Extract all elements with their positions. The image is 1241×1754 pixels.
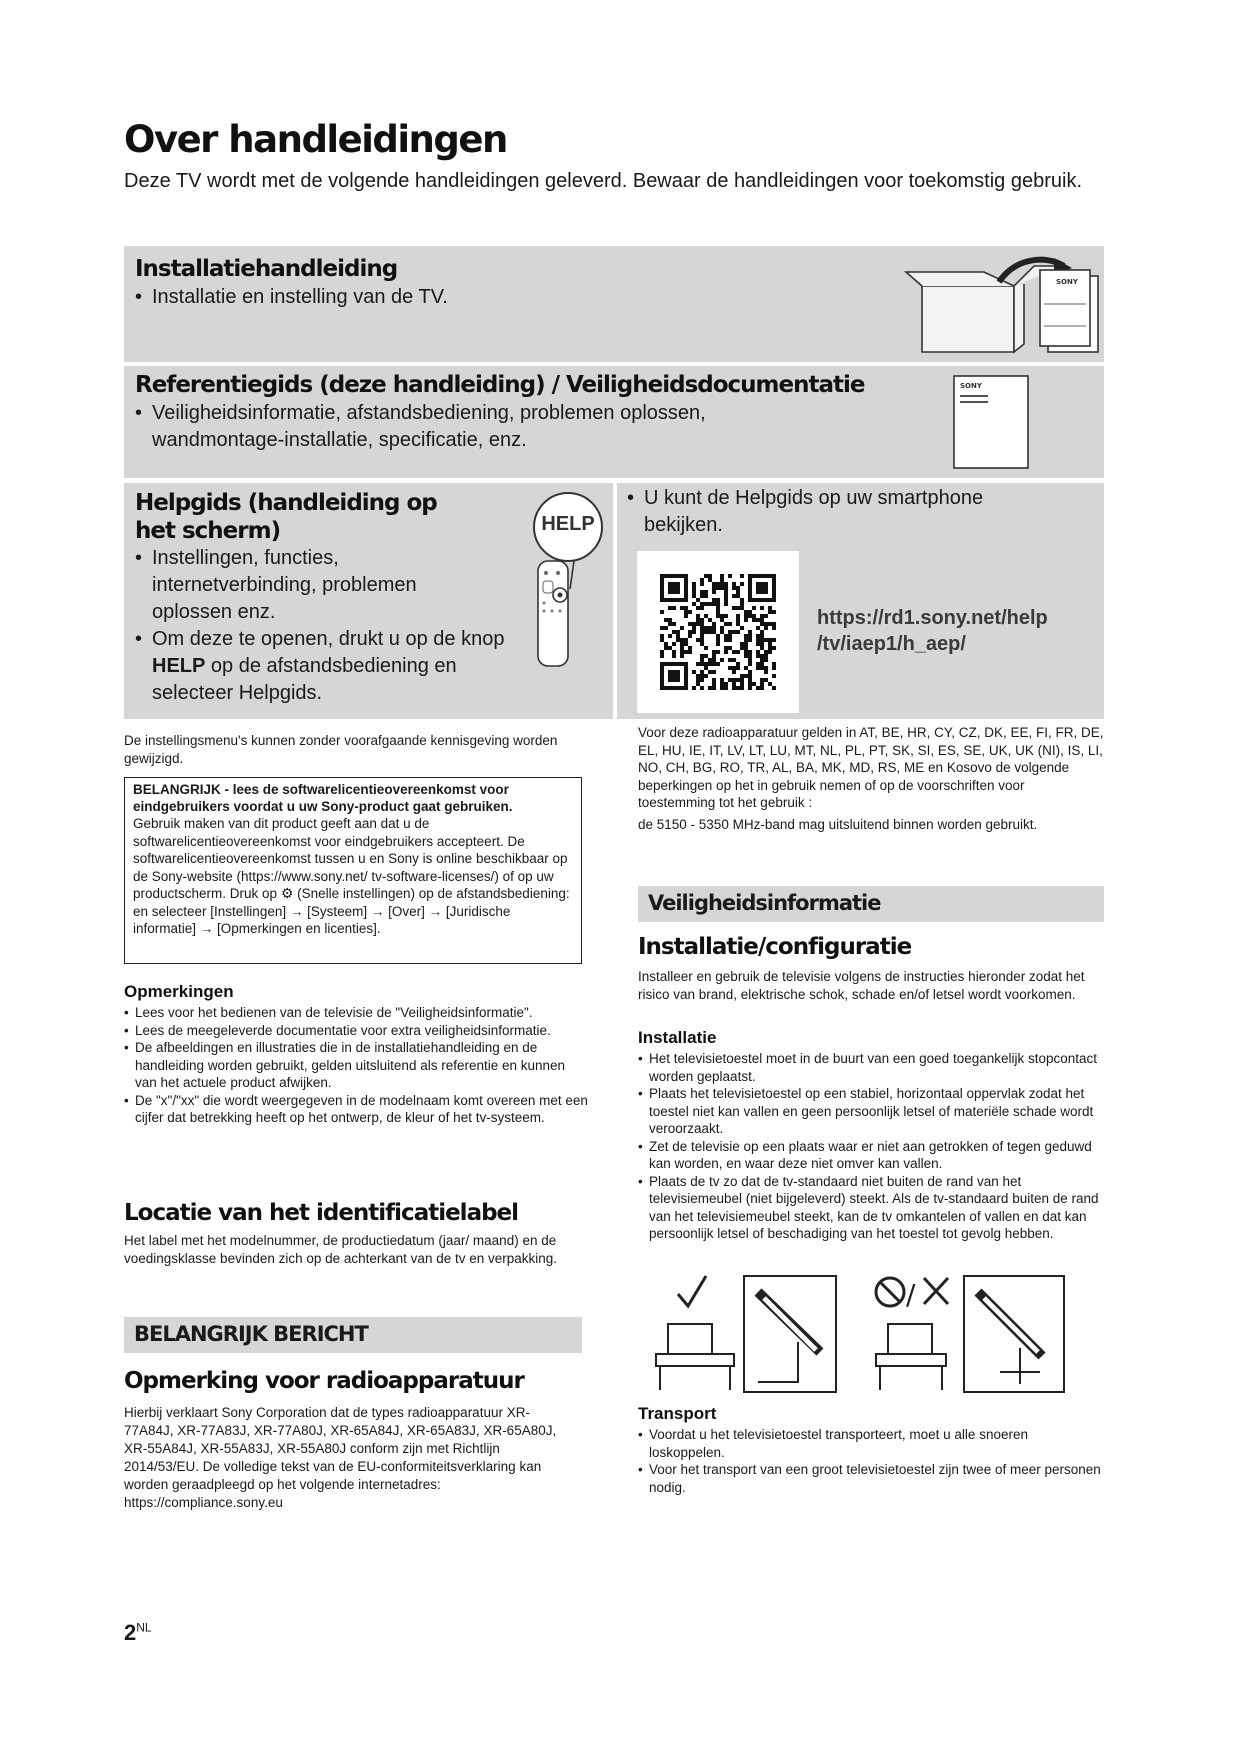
belangrijk-bericht-title: BELANGRIJK BERICHT xyxy=(134,1322,368,1346)
referentie-heading: Referentiegids (deze handleiding) / Veiligheidsdocumentatie xyxy=(135,372,865,398)
radio-text: Hierbij verklaart Sony Corporation dat de types radioapparatuur XR-77A84J, XR-77A83J, XR-77A80J, XR-65A84J, XR-65A83J, XR-65A80J, XR-55A84J, XR-55A83J, XR-55A80J conform zijn met Richtlijn 2014/53/EU. De volledige tekst van de EU-conformiteitsverklaring kan worden geraadpleegd op het volgende internetadres: https://compliance.sony.eu xyxy=(124,1405,557,1510)
settings-note: De instellingsmenu's kunnen zonder voorafgaande kennisgeving worden gewijzigd. xyxy=(124,733,558,766)
belangrijk-license-box xyxy=(124,777,582,964)
veiligheid-bar xyxy=(638,886,1104,922)
list-item: • De afbeeldingen en illustraties die in de installatiehandleiding en de handleiding worden gebruikt, gelden uitsluitend als referentie en kunnen van het actuele product afwijken. xyxy=(124,1039,588,1092)
page-title: Over handleidingen xyxy=(124,118,507,161)
check-icon xyxy=(678,1276,706,1306)
installatie-sub-heading: Installatie xyxy=(638,1028,717,1047)
installatie-config-heading: Installatie/configuratie xyxy=(638,934,912,960)
opmerkingen-list xyxy=(124,1004,588,1127)
helpgids-box xyxy=(124,483,613,719)
help-key-label: HELP xyxy=(152,655,206,677)
list-item: • Zet de televisie op een plaats waar er niet aan getrokken of tegen geduwd kan worden, en waar deze niet omver kan vallen. xyxy=(638,1138,1104,1173)
smartphone-box xyxy=(617,483,1104,719)
belangrijk-text: Gebruik maken van dit product geeft aan dat u de softwarelicentieovereenkomst voor eindgebruikers accepteert. De softwarelicentieovereenkomst tussen u en Sony is online beschikbaar op de Sony-website (https://www.sony.net/ tv-software-licenses/) of op uw productscherm. Druk op ⚙ (Snelle instellingen) op de afstandsbediening: en selecteer [Instellingen] → [Systeem] → [Over] → [Juridische informatie] → [Opmerkingen en licenties]. xyxy=(133,816,570,936)
installatie-bullet: • Installatie en instelling van de TV. xyxy=(135,284,895,311)
belangrijk-bericht-bar xyxy=(124,1317,582,1353)
list-item: • Het televisietoestel moet in de buurt van een goed toegankelijk stopcontact worden geplaatst. xyxy=(638,1050,1104,1085)
help-button-label: HELP xyxy=(541,513,595,535)
cross-icon xyxy=(924,1278,948,1304)
smartphone-bullet: • U kunt de Helpgids op uw smartphone bekijken. xyxy=(627,485,1047,539)
referentie-box xyxy=(124,366,1104,478)
list-item: • Lees voor het bedienen van de televisie de "Veiligheidsinformatie". xyxy=(124,1004,588,1022)
reference-booklet-icon xyxy=(950,374,1030,470)
list-item: • Voordat u het televisietoestel transporteert, moet u alle snoeren loskoppelen. xyxy=(638,1426,1104,1461)
radio-right-text-2: de 5150 - 5350 MHz-band mag uitsluitend binnen worden gebruikt. xyxy=(638,817,1038,832)
page-number: $2^{NL}$ xyxy=(124,1620,152,1645)
list-item: • De "x"/"xx" die wordt weergegeven in de modelnaam komt overeen met een cijfer dat betrekking heeft op het ontwerp, de kleur of het tv-systeem. xyxy=(124,1092,588,1127)
opmerkingen-heading: Opmerkingen xyxy=(124,982,234,1001)
box-and-manual-icon xyxy=(904,254,1099,358)
transport-list xyxy=(638,1426,1104,1496)
list-item: • Plaats de tv zo dat de tv-standaard niet buiten de rand van het televisiemeubel (niet bijgeleverd) steekt. Als de tv-standaard buiten de rand van het televisiemeubel steekt, kan de tv omkantelen of vallen en dat kan persoonlijk letsel of beschadiging van het toestel tot gevolg hebben. xyxy=(638,1173,1104,1243)
help-url-line-1: https://rd1.sony.net/help xyxy=(817,607,1048,629)
stand-placement-illustration xyxy=(648,1272,1078,1394)
gear-icon: ⚙ xyxy=(280,885,294,901)
qr-code-panel xyxy=(637,551,799,713)
veiligheid-intro: Installeer en gebruik de televisie volgens de instructies hieronder zodat het risico van brand, elektrische schok, schade en/of letsel wordt voorkomen. xyxy=(638,969,1085,1002)
radio-right-text-1: Voor deze radioapparatuur gelden in AT, BE, HR, CY, CZ, DK, EE, FI, FR, DE, EL, HU, IE, IT, LV, LT, LU, MT, NL, PL, PT, SK, SI, ES, SE, UK, UK (NI), IS, LI, NO, CH, BG, RO, TR, AL, BA, MK, MD, RS, ME en Kosovo de volgende beperkingen op het in gebruik nemen of op de voorschriften voor toestemming tot het gebruik : xyxy=(638,725,1104,810)
installatie-box xyxy=(124,246,1104,362)
helpgids-heading: Helpgids (handleiding op het scherm) xyxy=(135,490,437,544)
qr-code xyxy=(637,551,799,713)
locatie-text: Het label met het modelnummer, de productiedatum (jaar/ maand) en de voedingsklasse bevinden zich op de achterkant van de tv en verpakking. xyxy=(124,1233,558,1266)
list-item: • Voor het transport van een groot televisietoestel zijn twee of meer personen nodig. xyxy=(638,1461,1104,1496)
box-sony-logo: SONY xyxy=(1056,278,1078,286)
referentie-bullet: • Veiligheidsinformatie, afstandsbediening, problemen oplossen, wandmontage-installatie, specificatie, enz. xyxy=(135,400,795,454)
veiligheid-title: Veiligheidsinformatie xyxy=(648,891,881,915)
intro-text: Deze TV wordt met de volgende handleidingen geleverd. Bewaar de handleidingen voor toekomstig gebruik. xyxy=(124,170,1083,192)
booklet-sony-logo: SONY xyxy=(960,382,982,390)
radio-heading: Opmerking voor radioapparatuur xyxy=(124,1368,524,1394)
help-url[interactable] xyxy=(817,605,1048,657)
belangrijk-bold: BELANGRIJK - lees de softwarelicentieovereenkomst voor eindgebruikers voordat u uw Sony-product gaat gebruiken. xyxy=(133,782,513,814)
installatie-list xyxy=(638,1050,1104,1243)
installatie-heading: Installatiehandleiding xyxy=(135,256,398,282)
svg-text:/: / xyxy=(906,1278,916,1311)
helpgids-bullet-2: • Om deze te openen, drukt u op de knop HELP op de afstandsbediening en selecteer Helpgids. xyxy=(135,626,505,707)
help-url-line-2: /tv/iaep1/h_aep/ xyxy=(817,633,966,655)
locatie-heading: Locatie van het identificatielabel xyxy=(124,1200,519,1226)
list-item: • Lees de meegeleverde documentatie voor extra veiligheidsinformatie. xyxy=(124,1022,588,1040)
transport-heading: Transport xyxy=(638,1404,717,1423)
list-item: • Plaats het televisietoestel op een stabiel, horizontaal oppervlak zodat het toestel niet kan vallen en geen persoonlijk letsel of materiële schade wordt veroorzaakt. xyxy=(638,1085,1104,1138)
helpgids-bullet-1: • Instellingen, functies, internetverbinding, problemen oplossen enz. xyxy=(135,545,505,626)
